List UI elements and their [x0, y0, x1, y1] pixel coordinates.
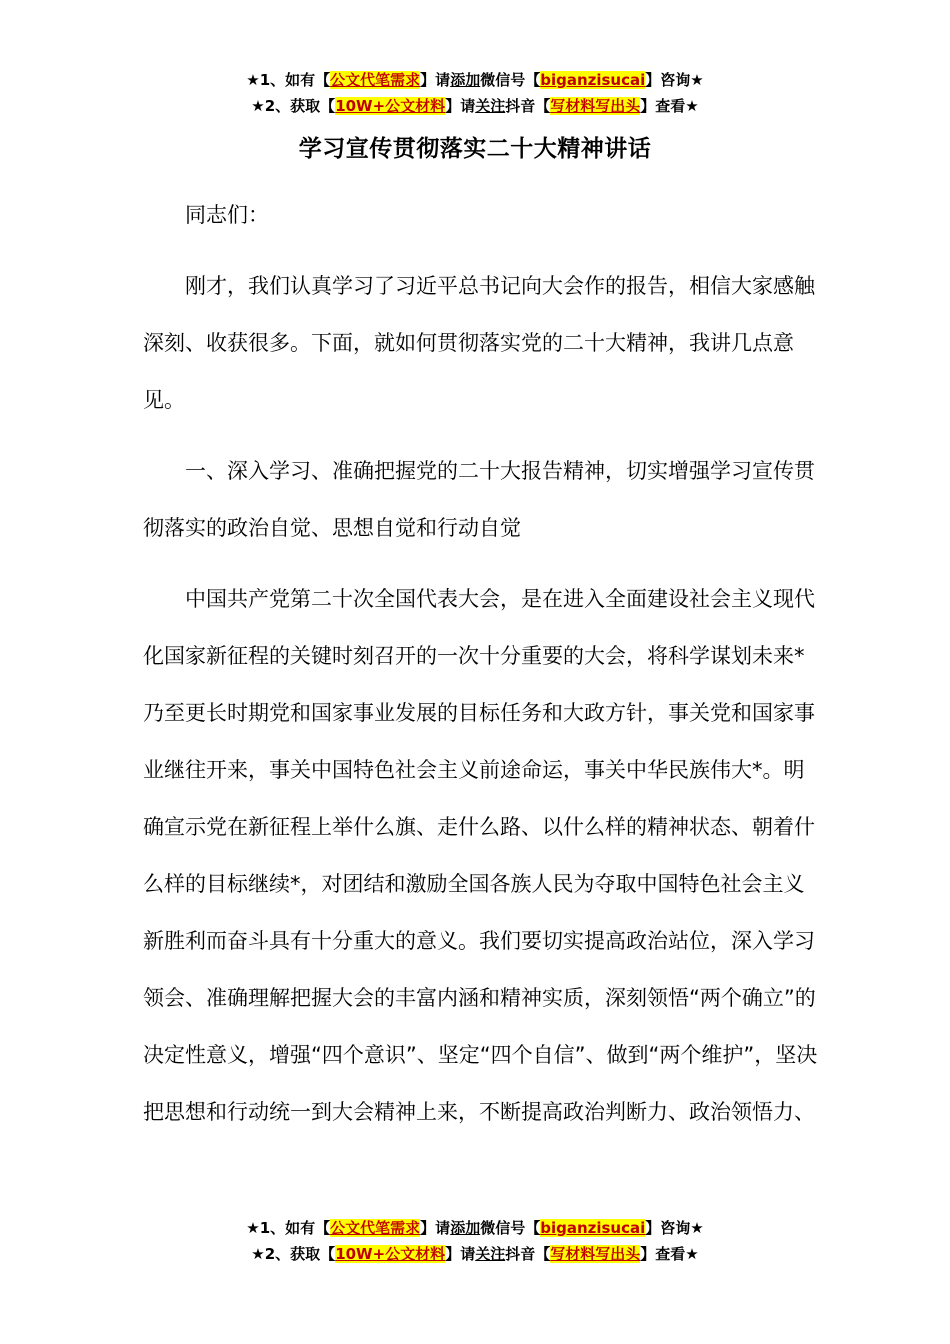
banner-text: ★2、获取【 — [251, 97, 336, 115]
section-heading-1: 一、深入学习、准确把握党的二十大报告精神，切实增强学习宣传贯彻落实的政治自觉、思想自觉和行动自觉 — [143, 459, 815, 540]
banner-underlined: 添加 — [450, 1219, 481, 1237]
banner-highlight: 公文代笔需求 — [330, 71, 421, 89]
banner-text: 】请 — [420, 1219, 451, 1237]
footer-banner — [0, 1215, 950, 1267]
banner-text: 】查看★ — [640, 1245, 699, 1263]
banner-highlight: 10W+公文材料 — [335, 1245, 446, 1263]
banner-highlight: 10W+公文材料 — [335, 97, 446, 115]
banner-text: 】请 — [420, 71, 451, 89]
banner-text: 】咨询★ — [645, 71, 704, 89]
paragraph-intro: 刚才，我们认真学习了习近平总书记向大会作的报告，相信大家感触深刻、收获很多。下面，就如何贯彻落实党的二十大精神，我讲几点意见。 — [143, 274, 815, 412]
banner-underlined: 添加 — [450, 71, 481, 89]
banner-line-2 — [0, 1241, 950, 1267]
banner-line-1 — [0, 67, 950, 93]
banner-text: 】咨询★ — [645, 1219, 704, 1237]
paragraph-body: 中国共产党第二十次全国代表大会，是在进入全面建设社会主义现代化国家新征程的关键时刻召开的一次十分重要的大会，将科学谋划未来*乃至更长时期党和国家事业发展的目标任务和大政方针，事关党和国家事业继往开来，事关中国特色社会主义前途命运，事关中华民族伟大*。明确宣示党在新征程上举什么旗、走什么路、以什么样的精神状态、朝着什么样的目标继续*，对团结和激励全国各族人民为夺取中国特色社会主义新胜利而奋斗具有十分重大的意义。我们要切实提高政治站位，深入学习领会、准确理解把握大会的丰富内涵和精神实质，深刻领悟“两个确立”的决定性意义，增强“四个意识”、坚定“四个自信”、做到“两个维护”，坚决把思想和行动统一到大会精神上来，不断提高政治判断力、政治领悟力、 — [143, 587, 818, 1124]
banner-text: 微信号【 — [480, 71, 541, 89]
banner-text: 】请 — [445, 97, 476, 115]
banner-text: 抖音【 — [505, 97, 551, 115]
banner-text: 】查看★ — [640, 97, 699, 115]
banner-wechat-id: biganzisucai — [540, 1219, 646, 1237]
header-banner — [0, 67, 950, 119]
banner-text: 抖音【 — [505, 1245, 551, 1263]
banner-line-1 — [0, 1215, 950, 1241]
banner-underlined: 关注 — [475, 1245, 506, 1263]
banner-text: ★2、获取【 — [251, 1245, 336, 1263]
banner-text: 微信号【 — [480, 1219, 541, 1237]
banner-wechat-id: biganzisucai — [540, 71, 646, 89]
banner-text: 】请 — [445, 1245, 476, 1263]
salutation: 同志们： — [185, 203, 269, 227]
banner-underlined: 关注 — [475, 97, 506, 115]
banner-line-2 — [0, 93, 950, 119]
banner-highlight: 公文代笔需求 — [330, 1219, 421, 1237]
document-title: 学习宣传贯彻落实二十大精神讲话 — [298, 136, 652, 162]
banner-text: ★1、如有【 — [246, 71, 331, 89]
banner-douyin-id: 写材料写出头 — [550, 1245, 641, 1263]
banner-text: ★1、如有【 — [246, 1219, 331, 1237]
banner-douyin-id: 写材料写出头 — [550, 97, 641, 115]
